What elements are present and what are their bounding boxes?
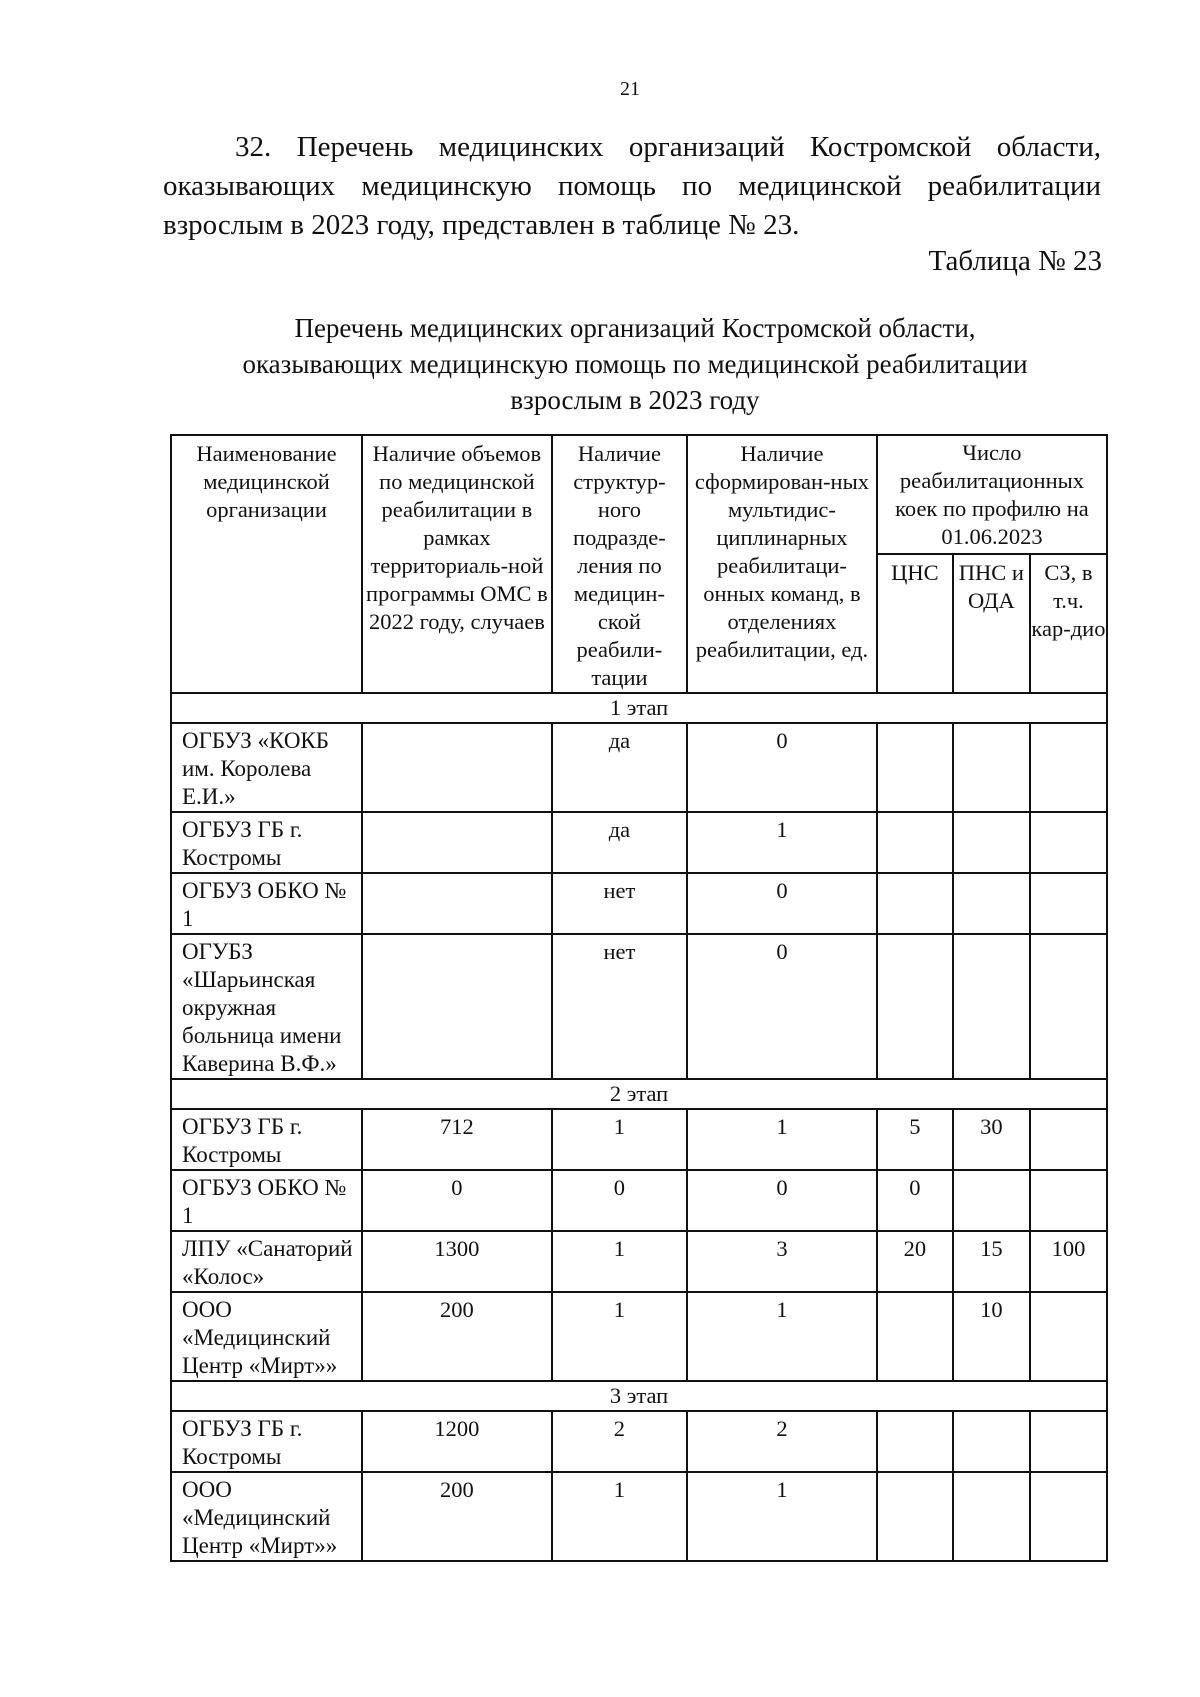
teams-cell: 1 <box>687 1472 877 1561</box>
teams-cell: 0 <box>687 934 877 1079</box>
sz-cell <box>1030 1472 1107 1561</box>
structural-cell: 2 <box>552 1411 687 1472</box>
volumes-cell: 1200 <box>362 1411 552 1472</box>
structural-cell: да <box>552 812 687 873</box>
stage-label: 3 этап <box>171 1381 1107 1411</box>
pns-cell <box>953 873 1030 934</box>
volumes-cell: 200 <box>362 1292 552 1381</box>
table-row <box>171 1411 1107 1472</box>
table-title-line: взрослым в 2023 году <box>510 385 760 415</box>
header-structural: Наличие структур-ного подразде-ления по медицин-ской реабили-тации <box>552 435 687 693</box>
structural-cell: 1 <box>552 1231 687 1292</box>
volumes-cell: 712 <box>362 1109 552 1170</box>
stage-row <box>171 1079 1107 1109</box>
volumes-cell: 200 <box>362 1472 552 1561</box>
table-row <box>171 723 1107 812</box>
table-row <box>171 1231 1107 1292</box>
rehab-organizations-table <box>170 434 1108 1562</box>
table-row <box>171 812 1107 873</box>
pns-cell <box>953 934 1030 1079</box>
cns-cell <box>877 812 953 873</box>
volumes-cell <box>362 873 552 934</box>
pns-cell <box>953 1472 1030 1561</box>
org-name-cell: ОГБУЗ ОБКО № 1 <box>171 1170 362 1231</box>
sz-cell <box>1030 723 1107 812</box>
table-row <box>171 934 1107 1079</box>
sz-cell <box>1030 812 1107 873</box>
teams-cell: 0 <box>687 1170 877 1231</box>
structural-cell: 1 <box>552 1472 687 1561</box>
teams-cell: 2 <box>687 1411 877 1472</box>
structural-cell: 0 <box>552 1170 687 1231</box>
table-row <box>171 1109 1107 1170</box>
sz-cell <box>1030 1109 1107 1170</box>
header-row <box>171 435 1107 554</box>
cns-cell <box>877 1411 953 1472</box>
header-beds: Число реабилитационных коек по профилю на 01.06.2023 <box>877 435 1107 554</box>
stage-label: 1 этап <box>171 693 1107 723</box>
structural-cell: нет <box>552 934 687 1079</box>
sz-cell <box>1030 1411 1107 1472</box>
cns-cell <box>877 723 953 812</box>
pns-cell: 15 <box>953 1231 1030 1292</box>
volumes-cell <box>362 812 552 873</box>
table-row <box>171 1292 1107 1381</box>
org-name-cell: ОГБУЗ ГБ г. Костромы <box>171 1411 362 1472</box>
pns-cell <box>953 723 1030 812</box>
cns-cell <box>877 1292 953 1381</box>
org-name-cell: ОГБУЗ «КОКБ им. Королева Е.И.» <box>171 723 362 812</box>
sz-cell <box>1030 934 1107 1079</box>
teams-cell: 1 <box>687 812 877 873</box>
cns-cell: 0 <box>877 1170 953 1231</box>
org-name-cell: ОГБУЗ ГБ г. Костромы <box>171 812 362 873</box>
structural-cell: 1 <box>552 1109 687 1170</box>
sz-cell <box>1030 1170 1107 1231</box>
header-teams: Наличие сформирован-ных мультидис-циплинарных реабилитаци-онных команд, в отделениях реабилитации, ед. <box>687 435 877 693</box>
sz-cell <box>1030 873 1107 934</box>
volumes-cell <box>362 723 552 812</box>
sz-cell: 100 <box>1030 1231 1107 1292</box>
intro-paragraph: 32. Перечень медицинских организаций Костромской области, оказывающих медицинскую помощь по медицинской реабилитации взрослым в 2023 году, представлен в таблице № 23. <box>163 131 1101 241</box>
teams-cell: 0 <box>687 723 877 812</box>
cns-cell: 20 <box>877 1231 953 1292</box>
table-label: Таблица № 23 <box>928 245 1102 277</box>
org-name-cell: ОГУБЗ «Шарьинская окружная больница имени Каверина В.Ф.» <box>171 934 362 1079</box>
table-title-line: Перечень медицинских организаций Костромской области, <box>294 313 976 343</box>
org-name-cell: ООО «Медицинский Центр «Мирт»» <box>171 1292 362 1381</box>
pns-cell <box>953 812 1030 873</box>
structural-cell: да <box>552 723 687 812</box>
pns-cell <box>953 1170 1030 1231</box>
org-name-cell: ЛПУ «Санаторий «Колос» <box>171 1231 362 1292</box>
volumes-cell: 1300 <box>362 1231 552 1292</box>
stage-label: 2 этап <box>171 1079 1107 1109</box>
sz-cell <box>1030 1292 1107 1381</box>
table-row <box>171 1472 1107 1561</box>
org-name-cell: ООО «Медицинский Центр «Мирт»» <box>171 1472 362 1561</box>
volumes-cell <box>362 934 552 1079</box>
teams-cell: 3 <box>687 1231 877 1292</box>
table-row <box>171 873 1107 934</box>
header-beds-cns: ЦНС <box>877 554 953 693</box>
stage-row <box>171 693 1107 723</box>
stage-row <box>171 1381 1107 1411</box>
teams-cell: 1 <box>687 1109 877 1170</box>
page-number: 21 <box>620 78 640 100</box>
cns-cell <box>877 873 953 934</box>
table-title <box>160 310 1110 418</box>
table-row <box>171 1170 1107 1231</box>
header-org: Наименование медицинской организации <box>171 435 362 693</box>
teams-cell: 1 <box>687 1292 877 1381</box>
pns-cell: 10 <box>953 1292 1030 1381</box>
structural-cell: 1 <box>552 1292 687 1381</box>
header-beds-sz: СЗ, в т.ч. кар-дио <box>1030 554 1107 693</box>
org-name-cell: ОГБУЗ ГБ г. Костромы <box>171 1109 362 1170</box>
cns-cell: 5 <box>877 1109 953 1170</box>
pns-cell: 30 <box>953 1109 1030 1170</box>
pns-cell <box>953 1411 1030 1472</box>
header-volumes: Наличие объемов по медицинской реабилитации в рамках территориаль-ной программы ОМС в 2022 году, случаев <box>362 435 552 693</box>
table-body <box>171 435 1107 1561</box>
structural-cell: нет <box>552 873 687 934</box>
volumes-cell: 0 <box>362 1170 552 1231</box>
org-name-cell: ОГБУЗ ОБКО № 1 <box>171 873 362 934</box>
teams-cell: 0 <box>687 873 877 934</box>
table-title-line: оказывающих медицинскую помощь по медицинской реабилитации <box>242 349 1028 379</box>
header-beds-pns: ПНС и ОДА <box>953 554 1030 693</box>
cns-cell <box>877 934 953 1079</box>
cns-cell <box>877 1472 953 1561</box>
